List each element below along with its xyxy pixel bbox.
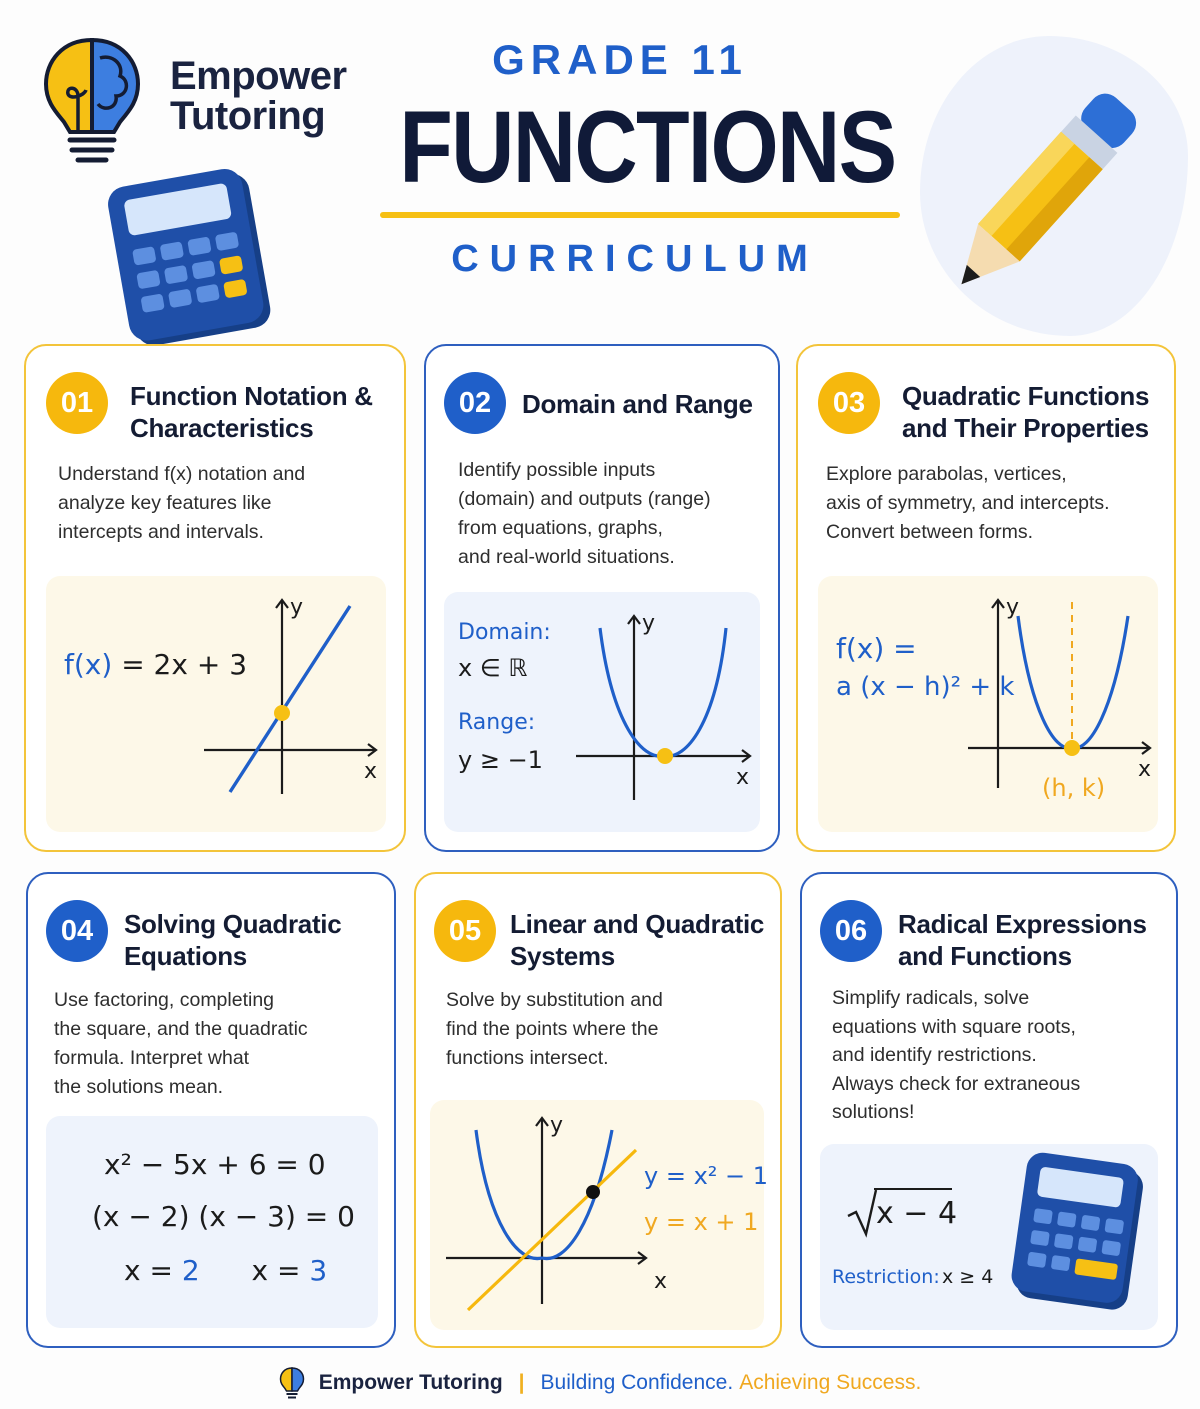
card-02-number-badge: 02 <box>444 372 506 434</box>
card-02-title <box>522 388 753 420</box>
card-05-quadratic-label: y = x² − 1 <box>644 1162 769 1190</box>
footer-brand: Empower Tutoring <box>318 1371 503 1394</box>
vertex-point <box>1064 740 1080 756</box>
intersection-point <box>586 1185 600 1199</box>
card-03-description: Explore parabolas, vertices, axis of symmetry, and intercepts. Convert between forms. <box>826 463 1110 543</box>
card-03-title <box>902 380 1149 444</box>
footer-tagline-part1: Building Confidence. <box>540 1371 734 1394</box>
card-02-range-value: y ≥ −1 <box>458 746 543 774</box>
y-axis-label: y <box>1006 595 1020 620</box>
card-02[interactable] <box>424 344 780 852</box>
card-02-visual-panel <box>444 592 760 832</box>
x-axis-label: x <box>736 765 750 790</box>
card-03-visual-panel <box>818 576 1158 832</box>
card-02-range-label: Range: <box>458 710 536 735</box>
card-06-title-line2: and Functions <box>898 941 1072 971</box>
footer-logo-bulb-icon <box>279 1366 305 1400</box>
card-05-number-badge: 05 <box>434 900 496 962</box>
card-05-title-line1: Linear and Quadratic <box>510 909 765 939</box>
card-04-solutions <box>124 1254 327 1287</box>
card-04-title <box>124 908 341 972</box>
card-06-restriction-label: Restriction: <box>832 1266 940 1288</box>
card-05-linear-label: y = x + 1 <box>644 1208 759 1236</box>
card-06-description: Simplify radicals, solve equations with square roots, and identify restrictions. Always check for extraneous solutions! <box>832 987 1081 1123</box>
parabola-vertex <box>657 748 673 764</box>
title-divider <box>380 212 900 218</box>
card-04-visual-panel <box>46 1116 378 1328</box>
square-root-icon <box>846 1186 880 1238</box>
y-axis-label: y <box>290 595 304 620</box>
card-02-domain-value: x ∈ ℝ <box>458 654 528 682</box>
card-04-description: Use factoring, completing the square, and the quadratic formula. Interpret what the solutions mean. <box>54 989 308 1098</box>
card-01-formula-rest: = 2x + 3 <box>121 648 248 681</box>
card-03-number-badge: 03 <box>818 372 880 434</box>
card-06-radicand: x − 4 <box>876 1196 958 1231</box>
card-01-description: Understand f(x) notation and analyze key features like intercepts and intervals. <box>58 463 306 543</box>
card-04-factored: (x − 2) (x − 3) = 0 <box>92 1200 355 1233</box>
card-03-vertex-form-graph <box>964 590 1158 830</box>
card-01-linear-graph <box>196 590 386 820</box>
card-04-equation: x² − 5x + 6 = 0 <box>104 1148 326 1181</box>
y-axis-label: y <box>642 611 656 636</box>
parabola-curve <box>600 628 726 756</box>
brand-name <box>170 56 347 136</box>
radical-bar <box>874 1188 952 1190</box>
card-05-title <box>510 908 764 972</box>
card-04-solution-1: 2 <box>181 1254 200 1287</box>
card-02-description: Identify possible inputs (domain) and outputs (range) from equations, graphs, and real-world situations. <box>458 459 711 568</box>
card-04[interactable] <box>26 872 396 1348</box>
card-04-solution-2: 3 <box>309 1254 328 1287</box>
card-01[interactable] <box>24 344 406 852</box>
card-06-title <box>898 908 1147 972</box>
line-y-2x-3 <box>230 606 350 792</box>
card-05[interactable] <box>414 872 782 1348</box>
card-01-visual-panel <box>46 576 386 832</box>
footer-separator: | <box>518 1371 525 1394</box>
card-04-solution-2-prefix: x = <box>251 1254 301 1287</box>
card-01-formula-fx: f(x) <box>64 648 113 681</box>
card-03[interactable] <box>796 344 1176 852</box>
card-04-solution-1-prefix: x = <box>124 1254 173 1287</box>
card-02-domain-label: Domain: <box>458 620 551 645</box>
x-axis-label: x <box>654 1269 668 1294</box>
y-intercept-point <box>274 705 290 721</box>
card-01-title-line1: Function Notation & <box>130 381 373 411</box>
card-03-formula-line2: a (x − h)² + k <box>836 672 1015 702</box>
card-06-number-badge: 06 <box>820 900 882 962</box>
card-03-title-line2: and Their Properties <box>902 413 1149 443</box>
brand-name-line1: Empower <box>170 54 347 98</box>
card-05-visual-panel <box>430 1100 769 1330</box>
card-03-formula-line1: f(x) = <box>836 632 917 665</box>
x-axis-label: x <box>1138 757 1152 782</box>
calculator-icon <box>100 166 280 346</box>
card-04-title-line2: Equations <box>124 941 247 971</box>
card-05-title-line2: Systems <box>510 941 615 971</box>
page-subtitle: CURRICULUM <box>451 238 819 280</box>
card-05-description: Solve by substitution and find the points where the functions intersect. <box>446 989 663 1069</box>
pencil-icon <box>940 80 1150 300</box>
card-06-restriction-value: x ≥ 4 <box>942 1266 994 1288</box>
card-02-parabola-graph <box>572 604 758 824</box>
card-01-title-line2: Characteristics <box>130 413 314 443</box>
brand-name-line2: Tutoring <box>170 94 326 138</box>
card-04-title-line1: Solving Quadratic <box>124 909 342 939</box>
card-02-title-line1: Domain and Range <box>522 389 753 419</box>
grade-heading: GRADE 11 <box>492 36 748 83</box>
card-06-title-line1: Radical Expressions <box>898 909 1147 939</box>
card-03-title-line1: Quadratic Functions <box>902 381 1150 411</box>
x-axis-label: x <box>364 759 378 784</box>
y-axis-label: y <box>550 1113 564 1138</box>
calculator-icon <box>1006 1150 1146 1316</box>
linear-line <box>468 1150 636 1310</box>
brand-logo-bulb-icon <box>40 34 144 166</box>
page-title: FUNCTIONS <box>399 90 896 204</box>
vertex-label: (h, k) <box>1042 774 1106 802</box>
card-05-system-graph <box>440 1108 668 1326</box>
card-01-title <box>130 380 373 444</box>
card-04-number-badge: 04 <box>46 900 108 962</box>
footer-tagline-part2: Achieving Success. <box>739 1371 922 1394</box>
footer <box>0 1366 1200 1400</box>
card-01-number-badge: 01 <box>46 372 108 434</box>
card-06[interactable] <box>800 872 1178 1348</box>
